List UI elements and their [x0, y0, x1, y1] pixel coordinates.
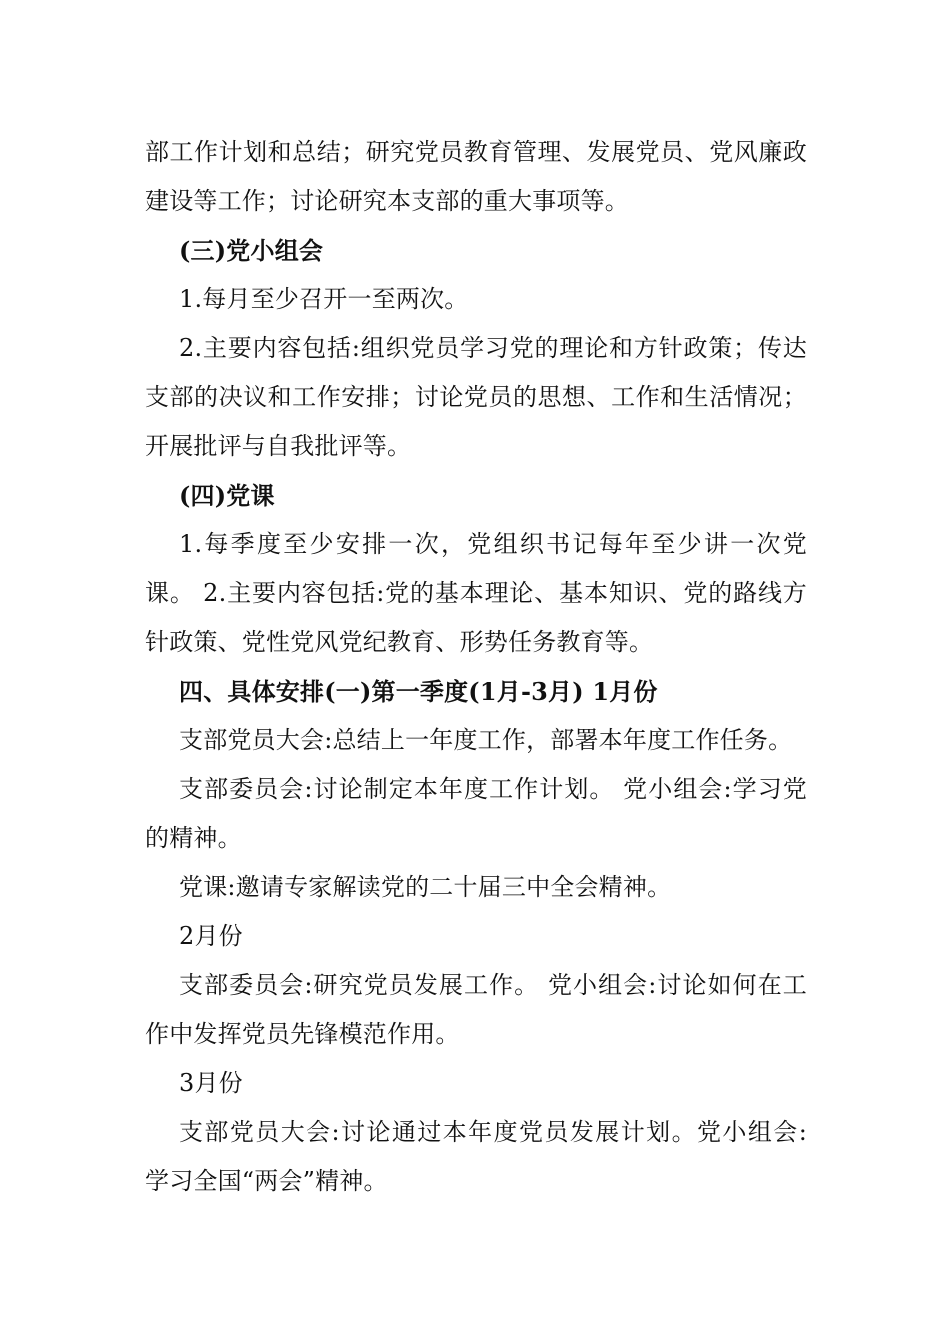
section-heading-party-lecture: (四)党课: [179, 481, 275, 510]
paragraph-item: 1.每月至少召开一至两次。: [179, 285, 469, 313]
paragraph-item: 支部党员大会:讨论通过本年度党员发展计划。党小组会: 学习全国“两会”精神。: [145, 1118, 807, 1195]
section-heading-party-group-meeting: (三)党小组会: [179, 236, 324, 265]
month-label: 2月份: [179, 922, 243, 950]
month-label: 3月份: [179, 1069, 243, 1097]
paragraph-continuation: 部工作计划和总结；研究党员教育管理、发展党员、党风廉政建设等工作；讨论研究本支部的重大事项等。: [145, 138, 807, 215]
paragraph-item: 支部委员会:讨论制定本年度工作计划。 党小组会:学习党的精神。: [145, 775, 807, 852]
section-heading-schedule: 四、具体安排(一)第一季度(1月-3月) 1月份: [179, 677, 658, 706]
document-page: [145, 128, 807, 1206]
paragraph-item: 2.主要内容包括:组织党员学习党的理论和方针政策；传达支部的决议和工作安排；讨论党员的思想、工作和生活情况； 开展批评与自我批评等。: [145, 334, 807, 460]
paragraph-item: 支部党员大会:总结上一年度工作，部署本年度工作任务。: [179, 726, 793, 754]
paragraph-item: 1.每季度至少安排一次，党组织书记每年至少讲一次党课。 2.主要内容包括:党的基本理论、基本知识、党的路线方针政策、党性党风党纪教育、形势任务教育等。: [145, 530, 807, 656]
paragraph-item: 支部委员会:研究党员发展工作。 党小组会:讨论如何在工作中发挥党员先锋模范作用。: [145, 971, 807, 1048]
paragraph-item: 党课:邀请专家解读党的二十届三中全会精神。: [179, 873, 672, 901]
